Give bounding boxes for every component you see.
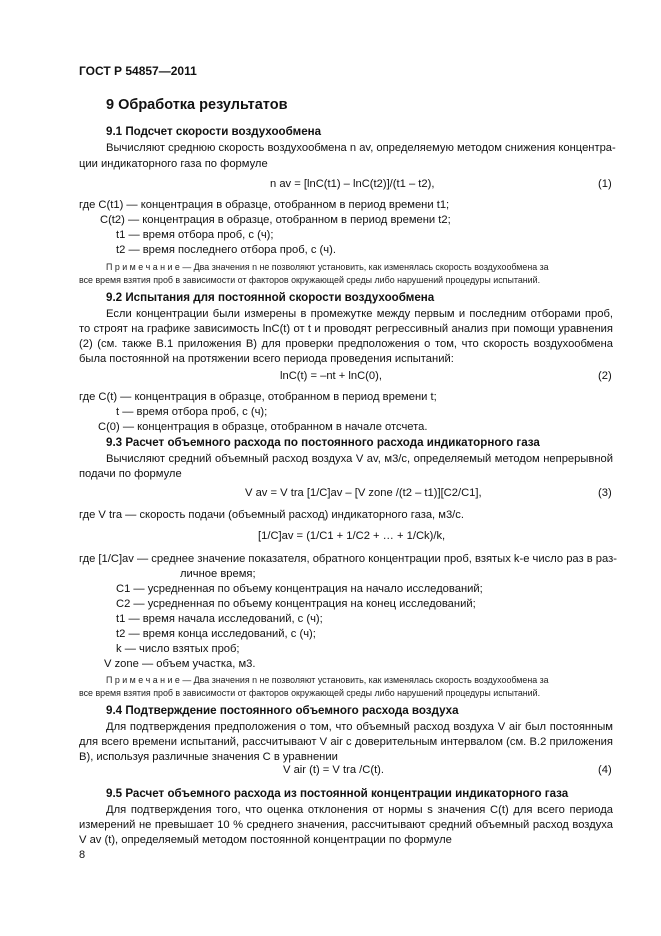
definition-line: C(0) — концентрация в образце, отобранном в начале отсчета.: [98, 421, 428, 433]
definition-line: где C(t) — концентрация в образце, отобранном в период времени t;: [79, 391, 437, 403]
note-line: все время взятия проб в зависимости от факторов окружающей среды либо нарушений процедуры испытаний.: [79, 688, 541, 698]
note-line: П р и м е ч а н и е — Два значения n не позволяют установить, как изменялась скорость воздухообмена за: [106, 675, 549, 685]
definition-line: t2 — время последнего отбора проб, с (ч).: [116, 244, 336, 256]
equation-3: V av = V tra [1/C]av – [V zone /(t2 – t1)][C2/C1],: [245, 487, 482, 499]
note-line: все время взятия проб в зависимости от факторов окружающей среды либо нарушений процедуры испытаний.: [79, 275, 541, 285]
equation-number: (3): [598, 487, 612, 499]
equation-2: lnC(t) = –nt + lnC(0),: [280, 370, 382, 382]
note-line: П р и м е ч а н и е — Два значения n не позволяют установить, как изменялась скорость воздухообмена за: [106, 262, 549, 272]
definition-line: личное время;: [180, 568, 256, 580]
paragraph: Для подтверждения предположения о том, что объемный расход воздуха V air был постоянным для всего времени испытаний, рассчитывают V air с доверительным интервалом (см. В.2 приложения В), используя различные значения C в уравнении: [79, 721, 613, 763]
subsection-title-9-3: 9.3 Расчет объемного расхода по постоянного расхода индикаторного газа: [106, 436, 540, 449]
subsection-title-9-5: 9.5 Расчет объемного расхода из постоянной концентрации индикаторного газа: [106, 787, 569, 800]
section-title: 9 Обработка результатов: [106, 97, 288, 113]
definition-line: где V tra — скорость подачи (объемный расход) индикаторного газа, м3/с.: [79, 509, 464, 521]
subsection-title-9-4: 9.4 Подтверждение постоянного объемного расхода воздуха: [106, 704, 459, 717]
definition-line: V zone — объем участка, м3.: [104, 658, 256, 670]
equation-number: (4): [598, 764, 612, 776]
equation-4: V air (t) = V tra /C(t).: [283, 764, 385, 776]
equation-mean: [1/C]av = (1/C1 + 1/C2 + … + 1/Ck)/k,: [258, 530, 446, 542]
paragraph: Если концентрации были измерены в промежутке между первым и последним отборами проб, то строят на графике зависимость lnC(t) от t и проводят регрессивный анализ при помощи уравнения (2) (см. также В.1 приложения В) для проверки предположения о том, что скорость воздухообмена была постоянной на протяжении всего периода проведения испытаний:: [79, 308, 613, 365]
equation-number: (1): [598, 178, 612, 190]
equation-1: n av = [lnC(t1) – lnC(t2)]/(t1 – t2),: [270, 178, 435, 190]
definition-line: C(t2) — концентрация в образце, отобранном в период времени t2;: [100, 214, 451, 226]
definition-line: t1 — время начала исследований, с (ч);: [116, 613, 323, 625]
paragraph-line: ции индикаторного газа по формуле: [79, 158, 268, 170]
definition-line: C1 — усредненная по объему концентрация на начало исследований;: [116, 583, 483, 595]
definition-line: где C(t1) — концентрация в образце, отобранном в период времени t1;: [79, 199, 450, 211]
document-header: ГОСТ Р 54857—2011: [79, 64, 197, 78]
page-number: 8: [79, 849, 86, 861]
definition-line: t1 — время отбора проб, с (ч);: [116, 229, 274, 241]
subsection-title-9-1: 9.1 Подсчет скорости воздухообмена: [106, 125, 322, 138]
paragraph: Вычисляют средний объемный расход воздуха V av, м3/с, определяемый методом непрерывной подачи по формуле: [79, 453, 613, 480]
definition-line: k — число взятых проб;: [116, 643, 240, 655]
paragraph: Для подтверждения того, что оценка отклонения от нормы s значения C(t) для всего периода измерений не превышает 10 % среднего значения, рассчитывают средний объемный расход воздуха V av (t), определяемый методом постоянной концентрации по формуле: [79, 804, 613, 846]
definition-line: t2 — время конца исследований, с (ч);: [116, 628, 316, 640]
definition-line: C2 — усредненная по объему концентрация на конец исследований;: [116, 598, 476, 610]
definition-line: t — время отбора проб, с (ч);: [116, 406, 268, 418]
definition-line: где [1/C]av — среднее значение показателя, обратного концентрации проб, взятых k-е число раз в раз-: [79, 553, 617, 565]
paragraph-line: Вычисляют среднюю скорость воздухообмена n av, определяемую методом снижения концентра-: [106, 142, 616, 154]
equation-number: (2): [598, 370, 612, 382]
subsection-title-9-2: 9.2 Испытания для постоянной скорости воздухообмена: [106, 291, 435, 304]
